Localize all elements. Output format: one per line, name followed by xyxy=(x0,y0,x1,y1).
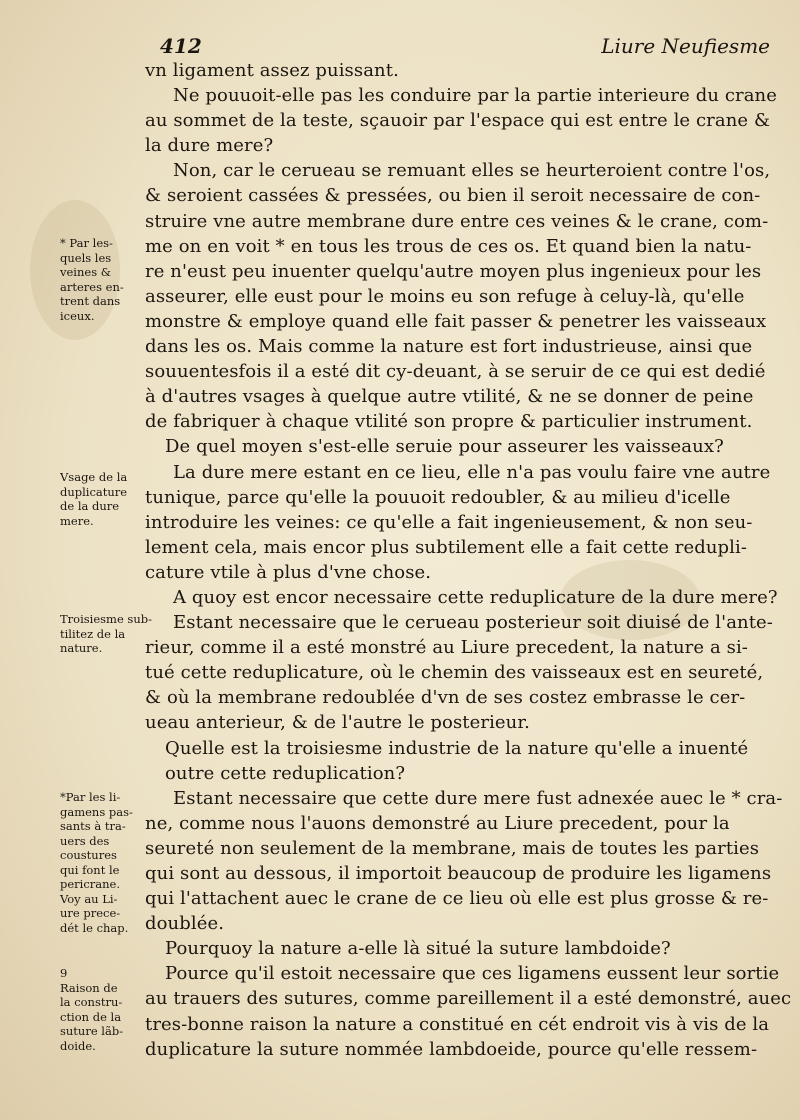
answer-line: ne, comme nous l'auons demonstré au Liure precedent, pour la xyxy=(145,812,730,834)
answer-line: dans les os. Mais comme la nature est fort industrieuse, ainsi que xyxy=(145,336,753,358)
answer-line: cature vtile à plus d'vne chose. xyxy=(145,561,432,583)
answer-line: souuentesfois il a esté dit cy-deuant, à se seruir de ce qui est dedié xyxy=(145,361,766,383)
margin-note-line: de la dure xyxy=(60,499,120,513)
question-line: Ne pouuoit-elle pas les conduire par la partie interieure du crane xyxy=(173,85,777,107)
margin-note-line: *Par les li- xyxy=(60,790,121,804)
margin-note xyxy=(60,470,142,528)
margin-note xyxy=(60,790,142,935)
answer-line: duplicature la suture nommée lambdoeide, pource qu'elle ressem- xyxy=(145,1038,758,1060)
body-text xyxy=(145,58,792,1062)
margin-note-line: uers des xyxy=(60,833,110,848)
margin-note xyxy=(60,236,142,323)
margin-note-line: Troisiesme sub- xyxy=(60,612,152,626)
question-line: au sommet de la teste, sçauoir par l'espace qui est entre le crane & xyxy=(145,110,771,132)
margin-note-line: gamens pas- xyxy=(60,804,133,819)
margin-note-line: quels les xyxy=(60,250,112,265)
margin-note-line: iceux. xyxy=(60,308,95,323)
margin-note-line: veines & xyxy=(60,265,111,279)
answer-line: introduire les veines: ce qu'elle a fait ingenieusement, & non seu- xyxy=(145,511,753,533)
answer-line: doublée. xyxy=(145,913,225,935)
answer-line: lement cela, mais encor plus subtilement elle a fait cette redupli- xyxy=(145,536,748,558)
answer-line: La dure mere estant en ce lieu, elle n'a pas voulu faire vne autre xyxy=(173,461,771,483)
answer-line: tres-bonne raison la nature a constitué en cét endroit vis à vis de la xyxy=(145,1013,770,1035)
answer-line: re n'eust peu inuenter quelqu'autre moyen plus ingenieux pour les xyxy=(145,260,762,282)
answer-line: & seroient cassées & pressées, ou bien il seroit necessaire de con- xyxy=(145,185,761,207)
margin-note-line: nature. xyxy=(60,641,103,655)
margin-note-line: coustures xyxy=(60,848,117,862)
margin-note-line: tilitez de la xyxy=(60,626,126,641)
question-line: Pourquoy la nature a-elle là situé la suture lambdoide? xyxy=(165,938,671,960)
question-line: Quelle est la troisiesme industrie de la nature qu'elle a inuenté xyxy=(165,737,749,759)
margin-note-line: sants à tra- xyxy=(60,819,126,833)
margin-note-line: la constru- xyxy=(60,995,123,1009)
answer-line: tunique, parce qu'elle la pouuoit redoubler, & au milieu d'icelle xyxy=(145,486,731,508)
answer-line: à d'autres vsages à quelque autre vtilité, & ne se donner de peine xyxy=(145,386,754,408)
answer-line: Non, car le cerueau se remuant elles se heurteroient contre l'os, xyxy=(173,160,771,182)
answer-line: Estant necessaire que le cerueau posterieur soit diuisé de l'ante- xyxy=(173,612,773,634)
answer-line: tué cette reduplicature, où le chemin des vaisseaux est en seureté, xyxy=(145,662,764,684)
answer-line: seureté non seulement de la membrane, mais de toutes les parties xyxy=(145,837,760,859)
margin-note-line: arteres en- xyxy=(60,279,124,294)
answer-line: & où la membrane redoublée d'vn de ses costez embrasse le cer- xyxy=(145,687,746,709)
margin-note-line: dét le chap. xyxy=(60,920,129,935)
margin-note-line: ction de la xyxy=(60,1009,122,1024)
margin-note-line: ure prece- xyxy=(60,906,121,920)
margin-note-line: trent dans xyxy=(60,294,121,308)
margin-note-line: duplicature xyxy=(60,484,128,499)
answer-line: rieur, comme il a esté monstré au Liure precedent, la nature a si- xyxy=(145,637,748,659)
margin-note-line: doide. xyxy=(60,1038,96,1053)
margin-note-line: * Par les- xyxy=(60,236,113,250)
running-title: Liure Neufiesme xyxy=(601,34,770,58)
answer-line: Pource qu'il estoit necessaire que ces ligamens eussent leur sortie xyxy=(165,963,780,985)
margin-note-line: mere. xyxy=(60,513,94,528)
answer-line: struire vne autre membrane dure entre ces veines & le crane, com- xyxy=(145,210,769,232)
question-line: De quel moyen s'est-elle seruie pour asseurer les vaisseaux? xyxy=(165,436,724,458)
margin-note-line: Raison de xyxy=(60,980,118,995)
margin-note xyxy=(60,966,142,1053)
margin-note-line: suture lãb- xyxy=(60,1024,124,1038)
answer-line: de fabriquer à chaque vtilité son propre & particulier instrument. xyxy=(145,411,753,433)
answer-line: qui sont au dessous, il importoit beaucoup de produire les ligamens xyxy=(145,863,772,884)
question-line: A quoy est encor necessaire cette reduplicature de la dure mere? xyxy=(173,586,778,608)
answer-line: ueau anterieur, & de l'autre le posterieur. xyxy=(145,712,530,734)
answer-line: monstre & employe quand elle fait passer & penetrer les vaisseaux xyxy=(145,310,767,332)
page-number: 412 xyxy=(160,34,202,58)
answer-line: me on en voit * en tous les trous de ces os. Et quand bien la natu- xyxy=(145,235,752,257)
answer-line: asseurer, elle eust pour le moins eu son refuge à celuy-là, qu'elle xyxy=(145,285,745,307)
margin-note-line: pericrane. xyxy=(60,877,121,891)
margin-note-line: Vsage de la xyxy=(60,470,128,484)
text-line: vn ligament assez puissant. xyxy=(145,60,399,81)
answer-line: qui l'attachent auec le crane de ce lieu où elle est plus grosse & re- xyxy=(145,888,769,910)
running-head xyxy=(160,34,770,58)
margin-note xyxy=(60,612,152,656)
margin-note-line: Voy au Li- xyxy=(60,891,118,906)
answer-line: Estant necessaire que cette dure mere fust adnexée auec le * cra- xyxy=(173,787,783,809)
question-line: la dure mere? xyxy=(145,135,274,157)
margin-note-line: qui font le xyxy=(60,862,120,877)
question-line: outre cette reduplication? xyxy=(165,762,406,784)
answer-line: au trauers des sutures, comme pareillement il a esté demonstré, auec xyxy=(145,988,792,1010)
margin-note-line: 9 xyxy=(60,966,68,980)
